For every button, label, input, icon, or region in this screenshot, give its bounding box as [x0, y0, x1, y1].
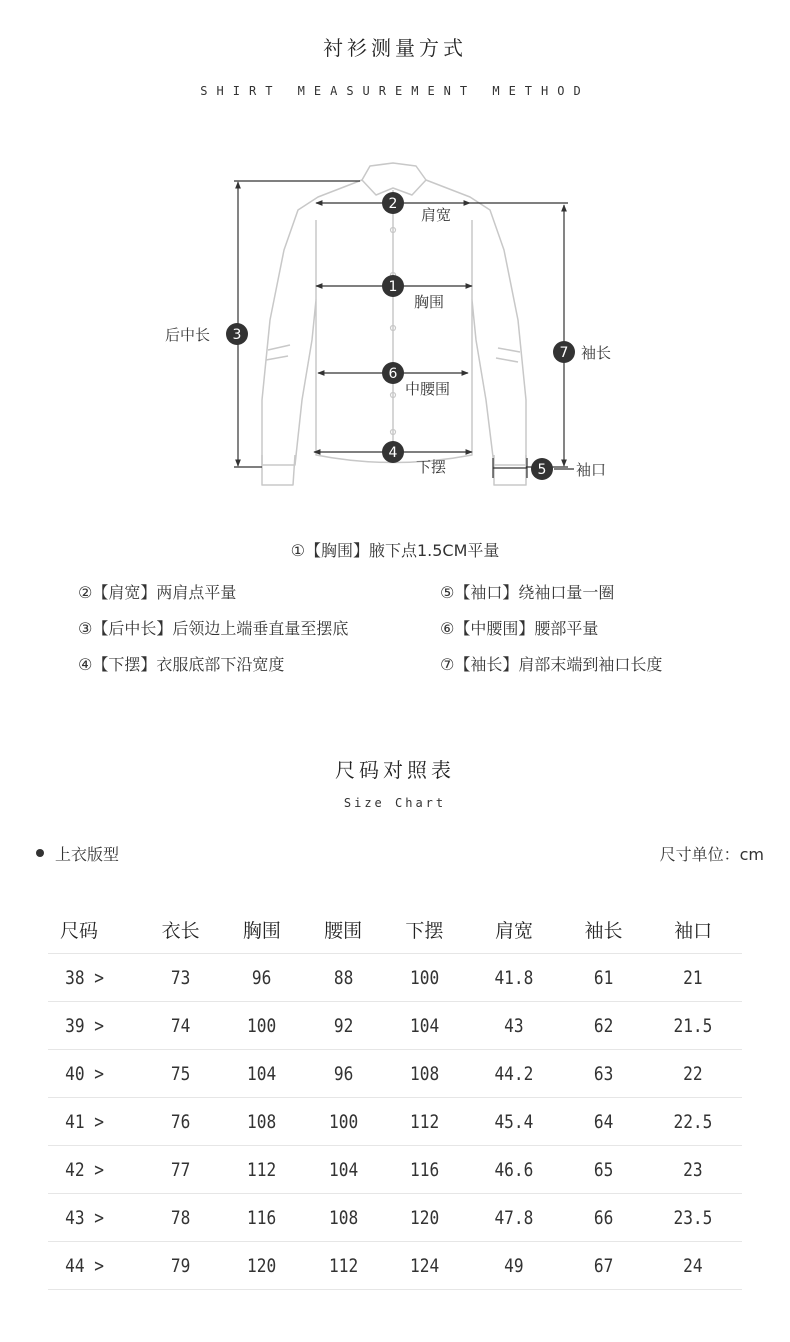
cell: 49 — [472, 1242, 555, 1290]
label-back-length: 后中长 — [165, 326, 211, 344]
cell: 46.6 — [472, 1146, 555, 1194]
cell: 74 — [146, 1002, 215, 1050]
cell: 104 — [390, 1002, 459, 1050]
header-size: 尺码 — [60, 919, 99, 942]
page-title: 衬衫测量方式 — [323, 36, 467, 60]
cell: 22.5 — [651, 1098, 734, 1146]
cell: 24 — [651, 1242, 734, 1290]
cell: 108 — [390, 1050, 459, 1098]
label-chest: 胸围 — [414, 293, 445, 311]
cell-size: 44 > — [55, 1242, 133, 1290]
marker-number: 3 — [232, 327, 242, 343]
cell: 23.5 — [651, 1194, 734, 1242]
cell: 88 — [309, 954, 378, 1002]
page-subtitle: SHIRT MEASUREMENT METHOD — [200, 84, 590, 98]
cell: 104 — [309, 1146, 378, 1194]
table-row — [48, 1002, 742, 1050]
table-row — [48, 1146, 742, 1194]
bullet-dot-icon — [36, 849, 44, 857]
cell: 116 — [227, 1194, 296, 1242]
measurement-lines — [234, 181, 574, 478]
legend-back-length: ③【后中长】后领边上端垂直量至摆底 — [78, 619, 349, 638]
legend-sleeve-length: ⑦【袖长】肩部末端到袖口长度 — [440, 655, 663, 674]
cell: 108 — [309, 1194, 378, 1242]
table-row — [48, 1194, 742, 1242]
marker-number: 7 — [559, 345, 569, 361]
table-row — [48, 1242, 742, 1290]
cell: 100 — [390, 954, 459, 1002]
unit-label: 尺寸单位：cm — [659, 845, 764, 864]
cell: 61 — [569, 954, 638, 1002]
cell: 112 — [227, 1146, 296, 1194]
legend-shoulder: ②【肩宽】两肩点平量 — [78, 583, 237, 602]
size-chart-subtitle: Size Chart — [343, 796, 447, 810]
table-header-row — [48, 905, 742, 954]
marker-hem — [382, 441, 404, 463]
header-sleeve: 袖长 — [584, 919, 623, 942]
table-row — [48, 954, 742, 1002]
cell-size: 42 > — [55, 1146, 133, 1194]
table-row — [48, 1098, 742, 1146]
cell-size: 38 > — [55, 954, 133, 1002]
marker-number: 1 — [388, 279, 398, 295]
cell: 65 — [569, 1146, 638, 1194]
header-chest: 胸围 — [242, 919, 281, 942]
marker-number: 5 — [537, 462, 547, 478]
marker-back-length — [226, 323, 248, 345]
cell: 77 — [146, 1146, 215, 1194]
cell: 96 — [227, 954, 296, 1002]
cell: 66 — [569, 1194, 638, 1242]
cell: 75 — [146, 1050, 215, 1098]
cell: 63 — [569, 1050, 638, 1098]
cell: 112 — [309, 1242, 378, 1290]
marker-shoulder — [382, 192, 404, 214]
cell: 100 — [309, 1098, 378, 1146]
cell-size: 43 > — [55, 1194, 133, 1242]
table-row — [48, 1050, 742, 1098]
fit-label: 上衣版型 — [55, 845, 120, 864]
cell: 79 — [146, 1242, 215, 1290]
legend-chest: ①【胸围】腋下点1.5CM平量 — [290, 541, 500, 560]
label-shoulder: 肩宽 — [421, 206, 452, 224]
header-cuff: 袖口 — [674, 919, 713, 942]
cell: 64 — [569, 1098, 638, 1146]
cell-size: 39 > — [55, 1002, 133, 1050]
cell-size: 41 > — [55, 1098, 133, 1146]
cell: 41.8 — [472, 954, 555, 1002]
legend-waist: ⑥【中腰围】腰部平量 — [440, 619, 599, 638]
legend-cuff: ⑤【袖口】绕袖口量一圈 — [440, 583, 615, 602]
cell: 67 — [569, 1242, 638, 1290]
cell: 116 — [390, 1146, 459, 1194]
cell: 108 — [227, 1098, 296, 1146]
marker-waist — [382, 362, 404, 384]
header-shoulder: 肩宽 — [494, 919, 533, 942]
marker-chest — [382, 275, 404, 297]
cell: 96 — [309, 1050, 378, 1098]
cell: 43 — [472, 1002, 555, 1050]
marker-number: 4 — [388, 445, 398, 461]
cell: 47.8 — [472, 1194, 555, 1242]
cell: 92 — [309, 1002, 378, 1050]
cell: 120 — [390, 1194, 459, 1242]
label-waist: 中腰围 — [405, 380, 451, 398]
marker-number: 6 — [388, 366, 398, 382]
cell: 124 — [390, 1242, 459, 1290]
cell: 23 — [651, 1146, 734, 1194]
size-table — [48, 905, 742, 1290]
label-hem: 下摆 — [416, 458, 447, 476]
cell: 21 — [651, 954, 734, 1002]
cell: 22 — [651, 1050, 734, 1098]
cell: 78 — [146, 1194, 215, 1242]
cell: 62 — [569, 1002, 638, 1050]
header-length: 衣长 — [161, 919, 200, 942]
marker-number: 2 — [388, 196, 398, 212]
cell: 76 — [146, 1098, 215, 1146]
label-cuff: 袖口 — [576, 461, 607, 479]
marker-sleeve-length — [553, 341, 575, 363]
cell: 120 — [227, 1242, 296, 1290]
legend-hem: ④【下摆】衣服底部下沿宽度 — [78, 655, 285, 674]
cell: 21.5 — [651, 1002, 734, 1050]
marker-cuff — [531, 458, 553, 480]
cell: 73 — [146, 954, 215, 1002]
header-waist: 腰围 — [324, 919, 363, 942]
cell: 100 — [227, 1002, 296, 1050]
cell: 44.2 — [472, 1050, 555, 1098]
shirt-measurement-diagram — [0, 150, 790, 510]
label-sleeve-length: 袖长 — [581, 344, 612, 362]
cell: 112 — [390, 1098, 459, 1146]
cell: 45.4 — [472, 1098, 555, 1146]
header-hem: 下摆 — [405, 919, 444, 942]
cell-size: 40 > — [55, 1050, 133, 1098]
cell: 104 — [227, 1050, 296, 1098]
size-chart-title: 尺码对照表 — [335, 758, 455, 782]
